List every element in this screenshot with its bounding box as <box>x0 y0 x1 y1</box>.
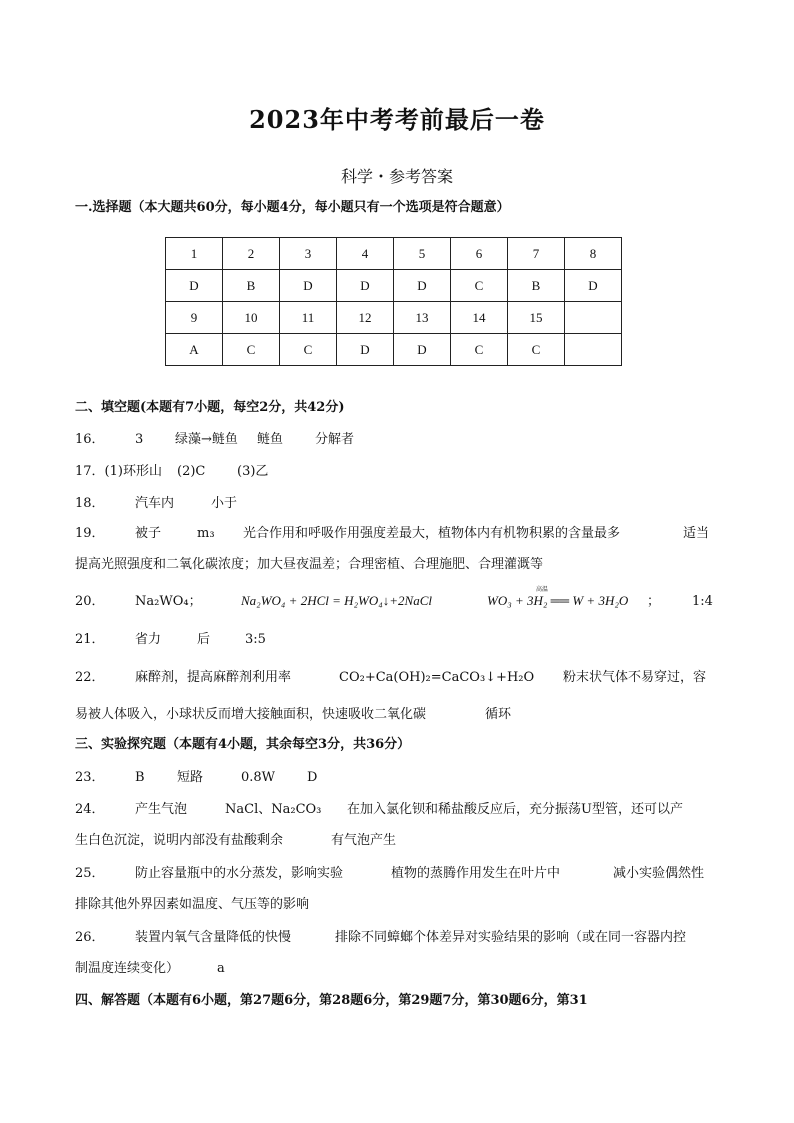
answer-table-cell: 9 <box>166 302 223 334</box>
q23-a1: B <box>135 770 145 785</box>
q19-a2: m₃ <box>197 526 215 541</box>
answer-table-cell: 10 <box>223 302 280 334</box>
q24-num: 24． <box>75 802 105 817</box>
section2-heading: 二、填空题(本题有7小题，每空2分，共42分) <box>75 400 345 415</box>
q23-a4: D <box>307 770 318 785</box>
q17-num: 17．(1)环形山 <box>75 464 162 479</box>
answer-table-cell: 15 <box>508 302 565 334</box>
q19-a3: 光合作用和呼吸作用强度差最大，植物体内有机物积累的含量最多 <box>243 526 621 541</box>
q22-a3: 粉末状气体不易穿过，容 <box>563 670 707 685</box>
q18-num: 18． <box>75 496 105 511</box>
answer-table-cell: 7 <box>508 238 565 270</box>
answer-table-cell: 8 <box>565 238 622 270</box>
page-title: 2023年中考考前最后一卷 <box>249 105 545 134</box>
q26-a1: 装置内氧气含量降低的快慢 <box>135 930 292 945</box>
q24-a2: NaCl、Na₂CO₃ <box>225 802 322 817</box>
q24-a1: 产生气泡 <box>135 802 188 817</box>
answer-16 <box>75 428 354 447</box>
q19-num: 19． <box>75 526 105 541</box>
answer-table-cell: C <box>451 334 508 366</box>
q20-a5: 1:4 <box>692 594 713 609</box>
answer-19 <box>75 522 709 541</box>
answer-table-row <box>166 334 622 366</box>
q22-a2: CO₂+Ca(OH)₂=CaCO₃↓+H₂O <box>339 670 535 685</box>
q25-a3: 减小实验偶然性 <box>613 866 705 881</box>
answer-table-cell: 12 <box>337 302 394 334</box>
q25-a2: 植物的蒸腾作用发生在叶片中 <box>391 866 561 881</box>
answer-table-cell: D <box>280 270 337 302</box>
q18-a1: 汽车内 <box>135 496 175 511</box>
answer-18 <box>75 492 237 511</box>
answer-table-cell: 13 <box>394 302 451 334</box>
answer-table-cell: D <box>337 270 394 302</box>
answer-table-cell: 2 <box>223 238 280 270</box>
answer-table-cell: D <box>166 270 223 302</box>
answer-table-cell: 1 <box>166 238 223 270</box>
answer-table-cell: B <box>508 270 565 302</box>
answer-19-line2: 提高光照强度和二氧化碳浓度；加大昼夜温差；合理密植、合理施肥、合理灌溉等 <box>75 557 544 572</box>
answer-table-cell: D <box>565 270 622 302</box>
q24-a4: 有气泡产生 <box>331 833 397 848</box>
q16-a2: 绿藻→鲢鱼 <box>175 432 238 447</box>
answer-26-line2 <box>75 957 225 976</box>
q22-line2: 易被人体吸入，小球状反而增大接触面积，快速吸收二氧化碳 <box>75 707 427 722</box>
q21-a3: 3:5 <box>245 632 266 647</box>
q21-num: 21． <box>75 632 105 647</box>
answer-24 <box>75 798 683 817</box>
answer-table-cell: 6 <box>451 238 508 270</box>
q24-line2: 生白色沉淀，说明内部没有盐酸剩余 <box>75 833 284 848</box>
answer-table-cell: D <box>394 334 451 366</box>
q26-a3: a <box>217 961 225 976</box>
q23-a3: 0.8W <box>241 770 276 785</box>
answer-20 <box>75 586 713 609</box>
answer-table-cell: 11 <box>280 302 337 334</box>
q25-a1: 防止容量瓶中的水分蒸发，影响实验 <box>135 866 344 881</box>
answer-21 <box>75 628 266 647</box>
q16-a1: 3 <box>135 432 144 447</box>
q20-a1: Na₂WO₄； <box>135 594 202 609</box>
q22-a1: 麻醉剂，提高麻醉剂利用率 <box>135 670 292 685</box>
q16-num: 16． <box>75 432 105 447</box>
answer-table-cell: D <box>394 270 451 302</box>
q24-a3: 在加入氯化钡和稀盐酸反应后，充分振荡U型管，还可以产 <box>347 802 683 817</box>
q20-num: 20． <box>75 594 105 609</box>
answer-table-cell <box>565 334 622 366</box>
answer-25-line2: 排除其他外界因素如温度、气压等的影响 <box>75 897 310 912</box>
q20-condition: 高温 <box>536 586 549 593</box>
answer-table-cell: C <box>508 334 565 366</box>
q17-a3: (3)乙 <box>237 464 269 479</box>
q20-equation1: Na₂WO₄ + 2HCl = H₂WO₄↓+2NaCl <box>241 593 433 608</box>
q19-a1: 被子 <box>135 526 162 541</box>
answer-table-cell: C <box>280 334 337 366</box>
q23-num: 23． <box>75 770 105 785</box>
section1-heading: 一.选择题（本大题共60分，每小题4分，每小题只有一个选项是符合题意） <box>75 200 510 215</box>
page-subtitle: 科学・参考答案 <box>340 167 453 186</box>
q26-line2: 制温度连续变化） <box>75 961 180 976</box>
answer-26 <box>75 926 686 945</box>
answer-table-row <box>166 270 622 302</box>
answer-17 <box>75 460 268 479</box>
answer-table-row <box>166 302 622 334</box>
q16-a4: 分解者 <box>315 432 355 447</box>
q20-a3: WO₃ + 3H₂ ══ W + 3H₂O <box>487 593 629 608</box>
answer-24-line2 <box>75 829 396 848</box>
answer-table-cell: C <box>223 334 280 366</box>
q21-a1: 省力 <box>135 632 162 647</box>
answer-22-line2 <box>75 703 511 722</box>
answer-table-cell: 3 <box>280 238 337 270</box>
answer-table-row <box>166 238 622 270</box>
q21-a2: 后 <box>197 632 211 647</box>
q16-a3: 鲢鱼 <box>257 432 284 447</box>
q26-a2: 排除不同蟑螂个体差异对实验结果的影响（或在同一容器内控 <box>335 930 687 945</box>
q25-num: 25． <box>75 866 105 881</box>
section4-heading: 四、解答题（本题有6小题，第27题6分，第28题6分，第29题7分，第30题6分，第31 <box>75 993 588 1008</box>
answer-table-cell: 5 <box>394 238 451 270</box>
answer-table <box>165 237 622 366</box>
answer-table-cell: A <box>166 334 223 366</box>
answer-table-cell: C <box>451 270 508 302</box>
answer-table-cell: 14 <box>451 302 508 334</box>
q22-num: 22． <box>75 670 105 685</box>
q22-a4: 循环 <box>485 707 512 722</box>
q23-a2: 短路 <box>177 770 204 785</box>
q20-equation2 <box>487 586 647 609</box>
answer-table-cell: B <box>223 270 280 302</box>
answer-22 <box>75 666 706 685</box>
answer-23 <box>75 766 317 785</box>
section3-heading: 三、实验探究题（本题有4小题，其余每空3分，共36分） <box>75 737 411 752</box>
q17-a2: (2)C <box>177 464 206 479</box>
answer-table-cell: 4 <box>337 238 394 270</box>
q20-a4: ； <box>647 594 661 609</box>
answer-25 <box>75 862 704 881</box>
q19-a4: 适当 <box>683 526 710 541</box>
answer-table-cell <box>565 302 622 334</box>
q26-num: 26． <box>75 930 105 945</box>
answer-table-cell: D <box>337 334 394 366</box>
q18-a2: 小于 <box>211 496 238 511</box>
